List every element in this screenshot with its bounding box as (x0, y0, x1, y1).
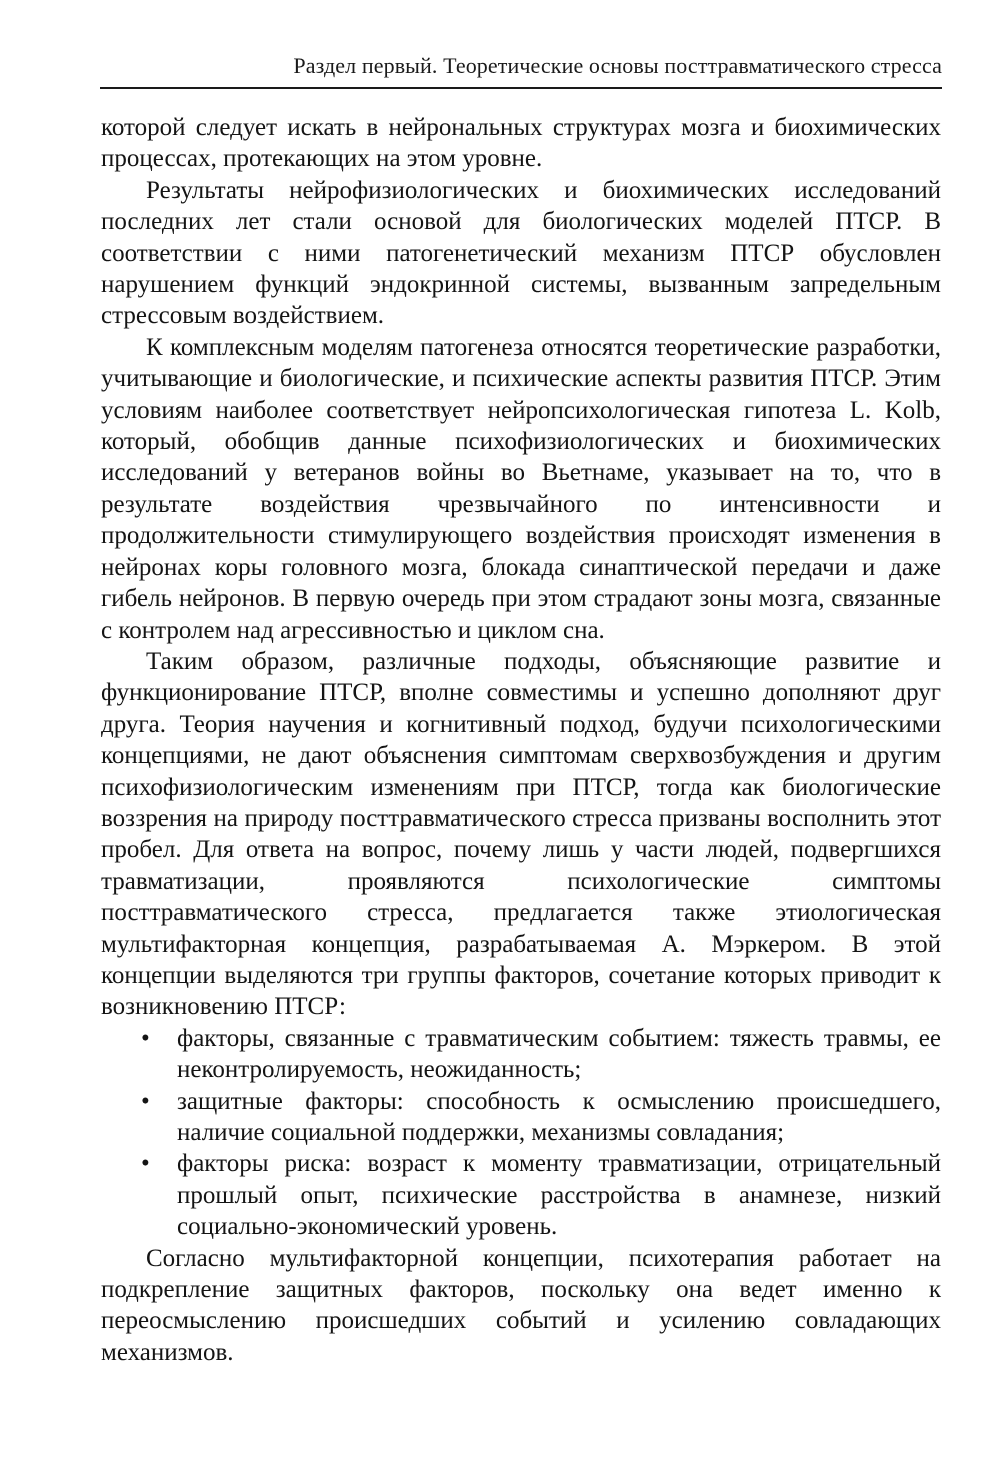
list-item-risk-factors (101, 1148, 941, 1242)
paragraph-continuation: которой следует искать в нейрональных структурах мозга и биохимических процессах, протекающих на этом уровне. (101, 114, 941, 173)
running-header: Раздел первый. Теоретические основы посттравматического стресса (293, 53, 942, 78)
paragraph-complex-models: К комплексным моделям патогенеза относятся теоретические разработки, учитывающие и биологические, и психические аспекты развития ПТСР. Этим условиям наиболее соответствует нейропсихологическая гипотеза L. Kolb, который, обобщив данные психофизиологических и биохимических исследований у ветеранов войны во Вьетнаме, указывает на то, что в результате воздействия чрезвычайного по интенсивности и продолжительности стимулирующего воздействия происходят изменения в нейронах коры головного мозга, блокада синаптической передачи и даже гибель нейронов. В первую очередь при этом страдают зоны мозга, связанные с контролем над агрессивностью и циклом сна. (101, 333, 941, 644)
bullet-icon: • (141, 1087, 150, 1115)
list-item-text: факторы риска: возраст к моменту травматизации, отрицательный прошлый опыт, психические расстройства в анамнезе, низкий социально-экономический уровень. (177, 1150, 941, 1241)
paragraph-biological-models: Результаты нейрофизиологических и биохимических исследований последних лет стали основой для биологических моделей ПТСР. В соответствии с ними патогенетический механизм ПТСР обусловлен нарушением функций эндокринной системы, вызванным запредельным стрессовым воздействием. (101, 176, 941, 330)
list-item-text: защитные факторы: способность к осмыслению происшедшего, наличие социальной поддержки, механизмы совладания; (177, 1087, 941, 1146)
list-item-text: факторы, связанные с травматическим событием: тяжесть травмы, ее неконтролируемость, неожиданность; (177, 1024, 941, 1084)
paragraph-psychotherapy: Согласно мультифакторной концепции, психотерапия работает на подкрепление защитных факторов, поскольку она ведет именно к переосмыслению происшедших событий и усилению совладающих механизмов. (101, 1244, 941, 1366)
list-item-traumatic-event (101, 1023, 941, 1086)
list-item-protective-factors (101, 1086, 941, 1149)
factor-list (101, 1023, 941, 1243)
body-text (101, 112, 941, 1368)
bullet-icon: • (141, 1150, 150, 1178)
header-rule (100, 87, 942, 89)
bullet-icon: • (141, 1024, 150, 1052)
paragraph-approaches-summary: Таким образом, различные подходы, объясняющие развитие и функционирование ПТСР, вполне совместимы и успешно дополняют друг друга. Теория научения и когнитивный подход, будучи психологическими концепциями, не дают объяснения симптомам сверхвозбуждения и другим психофизиологическим изменениям при ПТСР, тогда как биологические воззрения на природу посттравматического стресса призваны восполнить этот пробел. Для ответа на вопрос, почему лишь у части людей, подвергшихся травматизации, проявляются психологические симптомы посттравматического стресса, предлагается также этиологическая мультифакторная концепция, разрабатываемая А. Мэркером. В этой концепции выделяются три группы факторов, сочетание которых приводит к возникновению ПТСР: (101, 647, 941, 1021)
